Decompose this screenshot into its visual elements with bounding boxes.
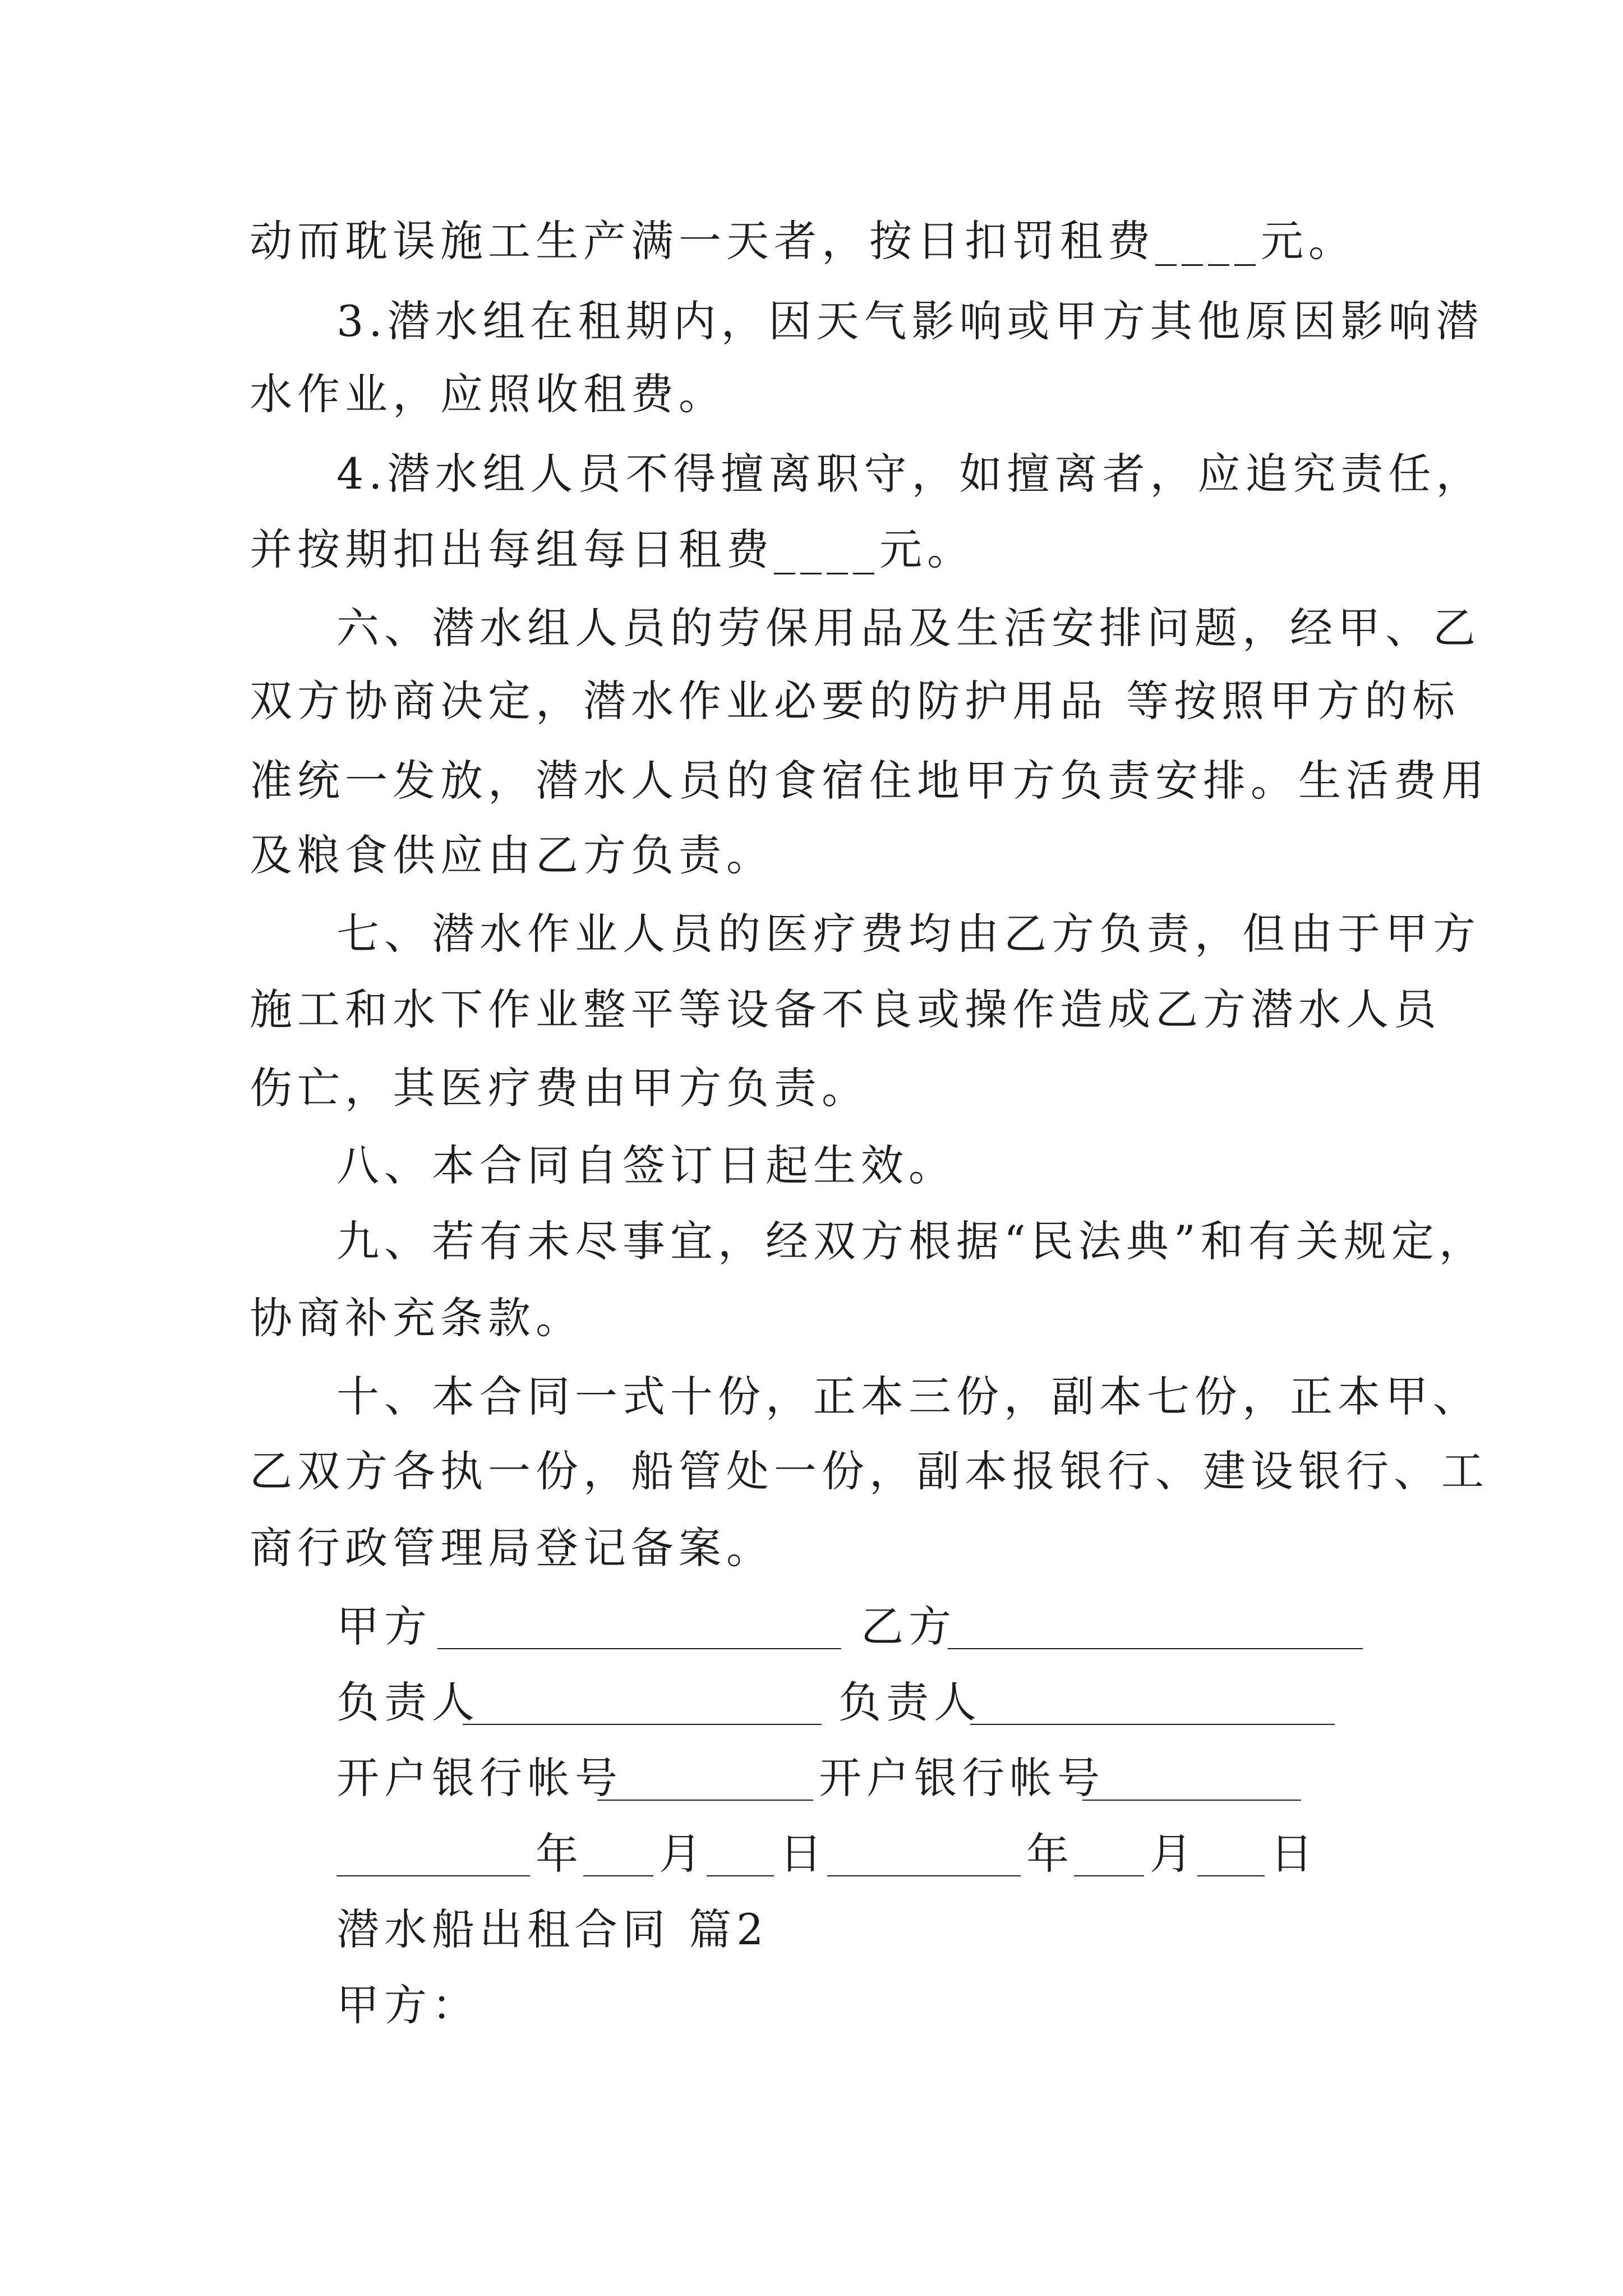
body-line: 双方协商决定，潜水作业必要的防护用品 等按照甲方的标 <box>250 676 1460 726</box>
body-line: 十、本合同一式十份，正本三份，副本七份，正本甲、 <box>336 1372 1481 1421</box>
body-line: 伤亡，其医疗费由甲方负责。 <box>250 1063 869 1113</box>
body-line: 六、潜水组人员的劳保用品及生活安排问题，经甲、乙 <box>336 603 1481 653</box>
year-a-blank <box>336 1875 530 1876</box>
body-line: 七、潜水作业人员的医疗费均由乙方负责，但由于甲方 <box>336 909 1481 959</box>
month-a-label: 月 <box>659 1829 707 1879</box>
body-line: 准统一发放，潜水人员的食宿住地甲方负责安排。生活费用 <box>250 756 1489 806</box>
body-line: 3.潜水组在租期内，因天气影响或甲方其他原因影响潜 <box>336 296 1484 346</box>
person-a-label: 负责人 <box>336 1677 479 1727</box>
body-line: 4.潜水组人员不得擅离职守，如擅离者，应追究责任， <box>336 449 1484 499</box>
day-a-label: 日 <box>780 1829 827 1879</box>
year-b-label: 年 <box>1026 1829 1074 1879</box>
body-line: 九、若有未尽事宜，经双方根据“民法典”和有关规定， <box>336 1216 1487 1266</box>
body-line: 八、本合同自签订日起生效。 <box>336 1140 956 1190</box>
bank-b-label: 开户银行帐号 <box>819 1753 1105 1803</box>
day-b-blank <box>1197 1875 1265 1876</box>
party-a-label: 甲方 <box>336 1602 432 1651</box>
body-line: 动而耽误施工生产满一天者，按日扣罚租费____元。 <box>250 216 1356 266</box>
person-b-blank <box>970 1724 1335 1725</box>
day-a-blank <box>707 1875 774 1876</box>
day-b-label: 日 <box>1270 1829 1318 1879</box>
body-line: 及粮食供应由乙方负责。 <box>250 830 774 880</box>
party-b-blank <box>948 1648 1363 1649</box>
signature-row-bank <box>336 1750 1380 1806</box>
bank-a-label: 开户银行帐号 <box>336 1753 623 1803</box>
year-b-blank <box>827 1875 1021 1876</box>
body-line: 水作业，应照收租费。 <box>250 369 726 419</box>
month-b-blank <box>1074 1875 1144 1876</box>
body-line: 协商补充条款。 <box>250 1293 583 1343</box>
bank-a-blank <box>597 1800 813 1801</box>
body-line: 施工和水下作业整平等设备不良或操作造成乙方潜水人员 <box>250 984 1441 1034</box>
section-title: 潜水船出租合同 篇2 <box>336 1904 769 1954</box>
body-line: 乙双方各执一份，船管处一份，副本报银行、建设银行、工 <box>250 1446 1489 1496</box>
body-line: 并按期扣出每组每日租费____元。 <box>250 524 975 574</box>
person-b-label: 负责人 <box>838 1677 981 1727</box>
month-b-label: 月 <box>1150 1829 1197 1879</box>
next-party-label: 甲方： <box>336 1980 479 2030</box>
bank-b-blank <box>1082 1800 1301 1801</box>
signature-row-date <box>336 1826 1380 1882</box>
signature-row-party <box>336 1599 1380 1655</box>
year-a-label: 年 <box>536 1829 583 1879</box>
month-a-blank <box>583 1875 653 1876</box>
signature-row-person <box>336 1674 1380 1731</box>
person-a-blank <box>463 1724 822 1725</box>
party-a-blank <box>437 1648 841 1649</box>
body-line: 商行政管理局登记备案。 <box>250 1523 774 1573</box>
party-b-label: 乙方 <box>861 1602 956 1651</box>
